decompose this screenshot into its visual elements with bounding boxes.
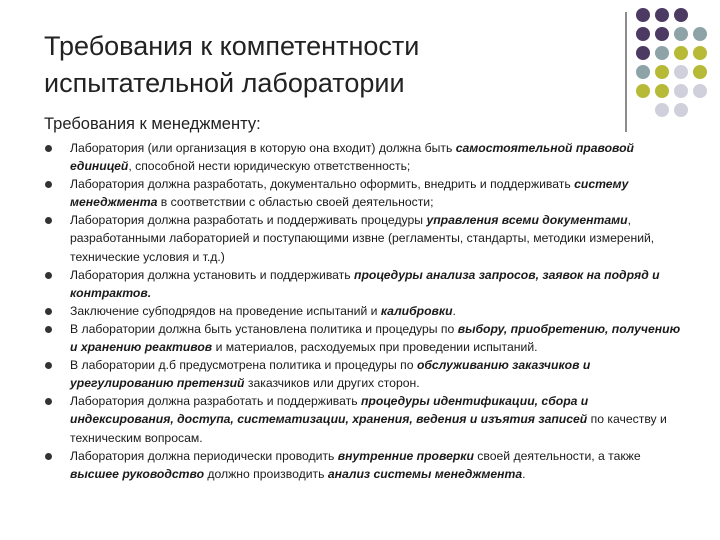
- requirement-item: [44, 175, 684, 211]
- requirement-text: Заключение субподрядов на проведение испытаний и: [70, 303, 381, 318]
- decorative-dot: [636, 65, 650, 79]
- decorative-dot: [655, 27, 669, 41]
- requirement-text: , разработанными лабораторией и поступающими извне (регламенты, стандарты, методики измерений, технические условия и т.д.): [70, 213, 655, 264]
- requirement-item: [44, 211, 684, 265]
- decorative-dot: [655, 8, 669, 22]
- requirement-text: в соответствии с областью своей деятельности;: [157, 195, 434, 210]
- requirement-text: своей деятельности, а также: [473, 448, 641, 463]
- requirement-item: [44, 266, 684, 302]
- decorative-dot: [655, 46, 669, 60]
- requirement-text: Лаборатория должна разработать и поддерживать процедуры: [70, 213, 427, 228]
- decorative-dot: [693, 65, 707, 79]
- requirement-emphasis: выбору, приобретению, получению и хранению реактивов: [70, 321, 681, 355]
- decorative-dot: [655, 84, 669, 98]
- requirement-emphasis: управления всеми документами: [426, 213, 628, 228]
- requirement-text: заказчиков или других сторон.: [244, 376, 420, 391]
- requirement-item: [44, 139, 684, 175]
- requirement-emphasis: процедуры идентификации, сбора и индексирования, доступа, систематизации, хранения, ведения и изъятия записей: [70, 394, 589, 427]
- requirements-list: [44, 139, 684, 483]
- requirement-text: Лаборатория должна установить и поддерживать: [70, 267, 354, 282]
- requirement-text: и материалов, расходуемых при проведении испытаний.: [212, 340, 538, 355]
- decorative-dot: [655, 65, 669, 79]
- requirement-text: .: [522, 466, 526, 481]
- decorative-dot: [655, 103, 669, 117]
- requirement-item: [44, 320, 684, 356]
- slide-title: Требования к компетентности испытательной лаборатории: [44, 31, 420, 98]
- requirement-text: Лаборатория должна периодически проводить: [70, 448, 338, 463]
- decorative-dot: [636, 84, 650, 98]
- decorative-dot: [636, 46, 650, 60]
- bullet-icon: [45, 398, 52, 405]
- bullet-icon: [45, 362, 52, 369]
- decorative-dot: [674, 65, 688, 79]
- decorative-dot: [693, 46, 707, 60]
- requirement-item: [44, 392, 684, 446]
- requirement-emphasis: обслуживанию заказчиков и урегулированию претензий: [70, 358, 591, 391]
- bullet-icon: [45, 308, 52, 315]
- requirement-item: [44, 356, 684, 392]
- requirement-emphasis: систему менеджмента: [70, 177, 629, 210]
- decorative-dot: [636, 8, 650, 22]
- bullet-icon: [45, 145, 52, 152]
- bullet-icon: [45, 217, 52, 224]
- decorative-dot: [674, 84, 688, 98]
- requirement-emphasis: внутренние проверки: [337, 448, 474, 463]
- requirement-text: , способной нести юридическую ответственность;: [128, 159, 411, 174]
- requirement-emphasis: процедуры анализа запросов, заявок на подряд и контрактов.: [70, 267, 660, 300]
- requirement-text: Лаборатория должна разработать и поддерживать: [70, 394, 361, 409]
- decorative-dot: [693, 84, 707, 98]
- decorative-dot: [636, 27, 650, 41]
- requirement-item: [44, 447, 684, 483]
- requirement-text: .: [452, 303, 456, 318]
- bullet-icon: [45, 326, 52, 333]
- requirement-item: [44, 302, 684, 320]
- bullet-icon: [45, 272, 52, 279]
- bullet-icon: [45, 181, 52, 188]
- requirement-emphasis: высшее руководство: [70, 466, 205, 481]
- decorative-dot: [674, 8, 688, 22]
- requirement-text: Лаборатория должна разработать, документально оформить, внедрить и поддерживать: [70, 177, 575, 192]
- requirement-text: Лаборатория (или организация в которую она входит) должна быть: [70, 141, 456, 155]
- requirement-text: В лаборатории должна быть установлена политика и процедуры по: [70, 321, 458, 336]
- decorative-dot: [674, 46, 688, 60]
- slide-subtitle: Требования к менеджменту:: [44, 115, 261, 133]
- decorative-dot-grid: [636, 8, 716, 108]
- requirement-emphasis: калибровки: [380, 303, 453, 318]
- requirement-text: должно производить: [204, 466, 328, 481]
- requirement-emphasis: анализ системы менеджмента: [327, 466, 523, 481]
- requirement-text: В лаборатории д.б предусмотрена политика и процедуры по: [70, 358, 417, 373]
- requirement-text: по качеству и техническим вопросам.: [70, 412, 667, 445]
- bullet-icon: [45, 453, 52, 460]
- decorative-dot: [674, 103, 688, 117]
- requirement-emphasis: самостоятельной правовой единицей: [70, 141, 634, 174]
- decorative-dot: [674, 27, 688, 41]
- vertical-divider-line: [625, 12, 627, 132]
- decorative-dot: [693, 27, 707, 41]
